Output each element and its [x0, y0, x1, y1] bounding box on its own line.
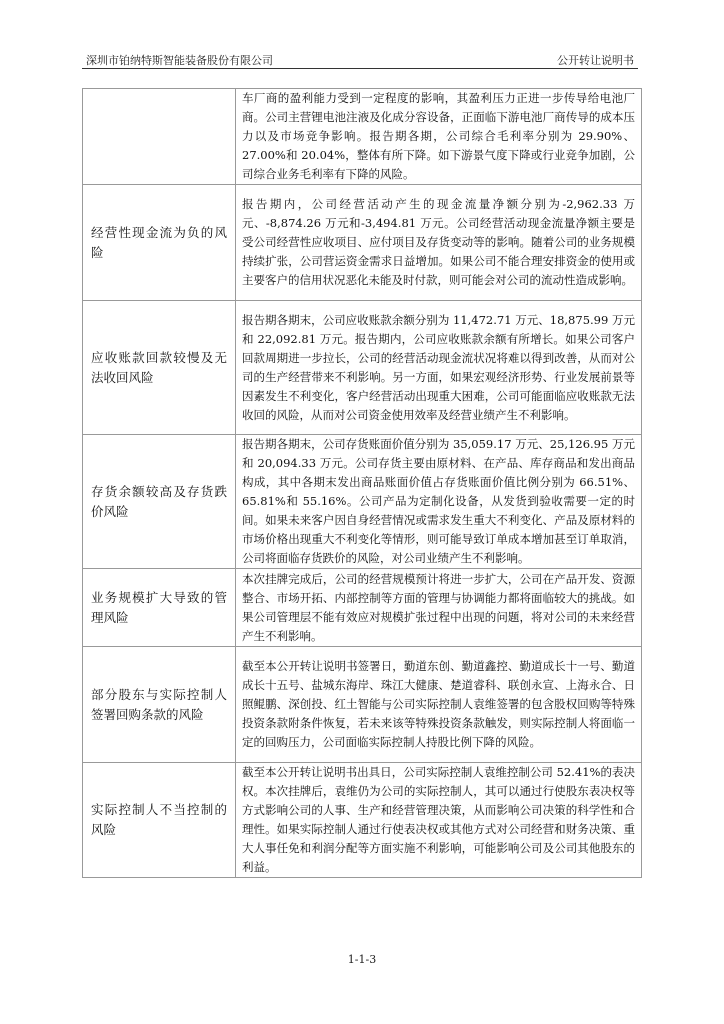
- risk-description: 截至本公开转让说明书签署日，勤道东创、勤道鑫控、勤道成长十一号、勤道成长十五号、盐城东海岸、珠江大健康、楚道睿科、联创永宣、上海永合、日照鲲鹏、深创投、红土智能与公司实际控制人袁维签署的包含股权回购等特殊投资条款附条件恢复，若未来该等特殊投资条款触发，则实际控制人将面临一定的回购压力，公司面临实际控制人持股比例下降的风险。: [236, 647, 642, 763]
- table-row: [83, 435, 642, 569]
- risk-name: 部分股东与实际控制人签署回购条款的风险: [83, 647, 236, 763]
- document-title: 公开转让说明书: [557, 54, 634, 67]
- risk-name: 业务规模扩大导致的管理风险: [83, 569, 236, 647]
- risk-description: 报告期内，公司经营活动产生的现金流量净额分别为-2,962.33 万元、-8,874.26 万元和-3,494.81 万元。公司经营活动现金流量净额主要是受公司经营性应收项目、应付项目及存货变动等的影响。随着公司的业务规模持续扩张，公司营运资金需求日益增加。如果公司不能合理安排资金的使用或主要客户的信用状况恶化未能及时付款，则可能会对公司的流动性造成影响。: [236, 185, 642, 301]
- page-number: 1-1-3: [347, 953, 377, 966]
- risk-description: 截至本公开转让说明书出具日，公司实际控制人袁维控制公司 52.41%的表决权。本次挂牌后，袁维仍为公司的实际控制人，其可以通过行使股东表决权等方式影响公司的人事、生产和经营管理决策，从而影响公司决策的科学性和合理性。如果实际控制人通过行使表决权或其他方式对公司经营和财务决策、重大人事任免和利润分配等方面实施不利影响，可能影响公司及公司其他股东的利益。: [236, 763, 642, 878]
- risk-description: 本次挂牌完成后，公司的经营规模预计将进一步扩大，公司在产品开发、资源整合、市场开拓、内部控制等方面的管理与协调能力都将面临较大的挑战。如果公司管理层不能有效应对规模扩张过程中出现的问题，将对公司的未来经营产生不利影响。: [236, 569, 642, 647]
- risk-table: [82, 88, 642, 878]
- risk-description: 报告期各期末，公司存货账面价值分别为 35,059.17 万元、25,126.95 万元和 20,094.33 万元。公司存货主要由原材料、在产品、库存商品和发出商品构成，其中各期末发出商品账面价值占存货账面价值比例分别为 66.51%、65.81%和 55.16%。公司产品为定制化设备，从发货到验收需要一定的时间。如果未来客户因自身经营情况或需求发生重大不利变化、产品及原材料的市场价格出现重大不利变化等情形，则可能导致订单成本增加甚至订单取消，公司将面临存货跌价的风险，对公司业绩产生不利影响。: [236, 435, 642, 569]
- risk-name: 经营性现金流为负的风险: [83, 185, 236, 301]
- table-row: [83, 763, 642, 878]
- table-row: [83, 301, 642, 435]
- table-row: [83, 89, 642, 185]
- table-row: [83, 185, 642, 301]
- company-name: 深圳市铂纳特斯智能装备股份有限公司: [86, 54, 273, 67]
- page-header: [82, 50, 638, 68]
- risk-name: 存货余额较高及存货跌价风险: [83, 435, 236, 569]
- header-divider: [82, 68, 638, 69]
- risk-description: 车厂商的盈利能力受到一定程度的影响，其盈利压力正进一步传导给电池厂商。公司主营锂电池注液及化成分容设备，正面临下游电池厂商传导的成本压力以及市场竞争影响。报告期各期，公司综合毛利率分别为 29.90%、27.00%和 20.04%，整体有所下降。如下游景气度下降或行业竞争加剧，公司综合业务毛利率有下降的风险。: [236, 89, 642, 185]
- table-row: [83, 569, 642, 647]
- risk-name: [83, 89, 236, 185]
- risk-description: 报告期各期末，公司应收账款余额分别为 11,472.71 万元、18,875.99 万元和 22,092.81 万元。报告期内，公司应收账款余额有所增长。如果公司客户回款周期进一步拉长，公司的经营活动现金流状况将难以得到改善，从而对公司的生产经营带来不利影响。另一方面，如果宏观经济形势、行业发展前景等因素发生不利变化，客户经营活动出现重大困难，公司可能面临应收账款无法收回的风险，从而对公司资金使用效率及经营业绩产生不利影响。: [236, 301, 642, 435]
- risk-name: 实际控制人不当控制的风险: [83, 763, 236, 878]
- table-row: [83, 647, 642, 763]
- risk-name: 应收账款回款较慢及无法收回风险: [83, 301, 236, 435]
